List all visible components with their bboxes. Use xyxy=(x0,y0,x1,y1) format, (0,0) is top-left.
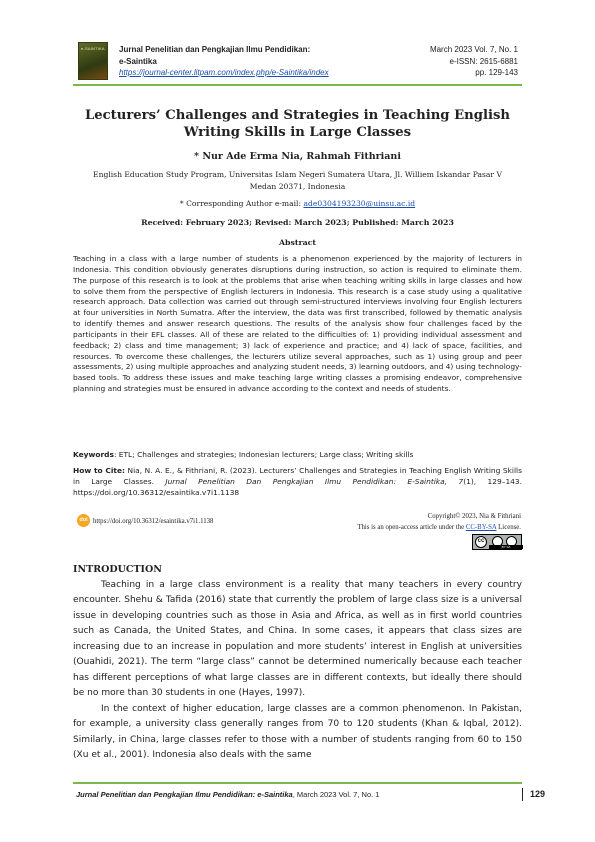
keywords-list: : ETL; Challenges and strategies; Indonesian lecturers; Large class; Writing skills xyxy=(113,450,414,459)
cc-by-sa-badge-icon[interactable] xyxy=(472,534,522,550)
intro-paragraph-2: In the context of higher education, large classes are a common phenomenon. In Pakistan, for example, a university class generally ranges from 70 to 120 students (Khan & Iqbal, 2012). Similarly, in China, large classes refer to those with a number of students ranging from 60 to 150 (Xu et al., 2001). Indonesia also deals with the same xyxy=(73,703,522,760)
cc-circle-icon: cc xyxy=(475,536,487,548)
eissn-label: e-ISSN: 2615-6881 xyxy=(449,56,518,66)
footer-issue: , March 2023 Vol. 7, No. 1 xyxy=(292,790,380,799)
cc-badge-label: BY SA xyxy=(489,545,523,549)
issue-label: March 2023 Vol. 7, No. 1 xyxy=(429,45,518,54)
article-dates: Received: February 2023; Revised: March 2023; Published: March 2023 xyxy=(141,218,454,227)
journal-name: Jurnal Penelitian dan Pengkajian Ilmu Pendidikan: xyxy=(119,45,311,54)
abstract-heading: Abstract xyxy=(278,238,316,247)
how-to-cite xyxy=(73,466,522,498)
copyright-text: Copyright© 2023, Nia & Fithriani xyxy=(427,513,521,520)
cite-tail: (1), 129–143. https://doi.org/10.36312/esaintika.v7i1.1138 xyxy=(73,476,523,497)
journal-subtitle: e-Saintika xyxy=(119,56,157,66)
copyright-notice xyxy=(357,512,521,533)
footer-divider xyxy=(73,782,522,784)
keywords xyxy=(73,450,522,461)
doi-link[interactable]: https://doi.org/10.36312/esaintika.v7i1.1138 xyxy=(93,518,214,525)
introduction-heading: INTRODUCTION xyxy=(73,564,162,575)
journal-logo xyxy=(78,42,108,80)
issue-info xyxy=(430,44,518,79)
pages-label: pp. 129-143 xyxy=(475,68,518,77)
license-text xyxy=(357,523,521,534)
page-footer xyxy=(76,790,379,799)
abstract-text: Teaching in a class with a large number of students is a phenomenon experienced by the majority of lecturers in Indonesia. This condition obviously generates disruptions during instruction, so action is required to eliminate them. The purpose of this research is to look at the problems that arise when teaching writing skills in large classes and how to solve them from the perspective of English lecturers in Indonesia. This research is a case study using a qualitative research approach. Data collection was carried out through semi-structured interviews involving four English lecturers at four universities in North Sumatra. After the interview, the data was first transcribed, followed by thematic analysis to identify themes and answer research questions. The results of the analysis show four challenges faced by the participants in their EFL classes. All of these are related to the difficulties of: 1) providing individual assessment and feedback; 2) class and time management; 3) lack of experience and practice; and 4) lack of space, facilities, and resources. To overcome these challenges, the lecturers utilize several approaches, such as 1) using group and peer assessments, 2) using multiple approaches and analyzing student needs, 3) learning outdoors, and 4) using technology-based tools. To address these issues and make teaching large writing classes a promising endeavor, comprehensive planning and strategies must be ensured in advance according to the context and needs of students. xyxy=(73,254,522,394)
introduction-body xyxy=(73,578,522,763)
article-authors: * Nur Ade Erma Nia, Rahmah Fithriani xyxy=(194,151,401,162)
corresponding-label: * Corresponding Author e-mail: xyxy=(179,199,304,208)
cite-text: Nia, N. A. E., & Fithriani, R. (2023). Lecturers’ Challenges and Strategies in Teaching English Writing Skills in Large Classes. xyxy=(73,466,522,486)
header-divider xyxy=(73,84,522,86)
author-affiliation: English Education Study Program, Universitas Islam Negeri Sumatera Utara, Jl. Williem Iskandar Pasar V Medan 20371, Indonesia xyxy=(93,170,502,191)
page-number-divider xyxy=(522,788,523,801)
corresponding-author xyxy=(0,199,595,208)
keywords-label: Keywords xyxy=(73,450,114,459)
cite-label: How to Cite: xyxy=(73,466,125,475)
cite-journal: Jurnal Penelitian Dan Pengkajian Ilmu Pendidikan: E-Saintika, 7 xyxy=(165,476,464,486)
journal-header xyxy=(119,44,329,79)
intro-paragraph-1: Teaching in a large class environment is a reality that many teachers in every country encounter. Shehu & Tafida (2016) state that currently the problem of large class size is a universal issue in developing countries such as those in Asia and Africa, as well as in first world countries such as Canada, the United States, and China. In some cases, it appears that class sizes are increasing due to an increase in population and more students’ interest in English at universities (Ouahidi, 2021). The term “large class” cannot be determined numerically because each teacher has different perceptions of what large classes are in different contexts, but ideally there should be no more than 30 students in one (Hayes, 1997). xyxy=(73,580,522,699)
doi-icon: doi xyxy=(77,514,90,527)
page-number: 129 xyxy=(530,789,546,799)
footer-journal: Jurnal Penelitian dan Pengkajian Ilmu Pendidikan: e-Saintika xyxy=(76,790,293,799)
license-post: License. xyxy=(496,523,521,531)
license-link[interactable]: CC-BY-SA xyxy=(465,523,497,531)
journal-url-link[interactable]: https://journal-center.litpam.com/index.php/e-Saintika/index xyxy=(119,68,329,77)
license-pre: This is an open-access article under the xyxy=(357,523,466,531)
article-title: Lecturers’ Challenges and Strategies in Teaching English Writing Skills in Large Classes xyxy=(84,108,511,140)
corresponding-email-link[interactable]: ade0304193230@uinsu.ac.id xyxy=(303,199,416,208)
logo-text: e-SAINTIKA xyxy=(81,46,105,51)
